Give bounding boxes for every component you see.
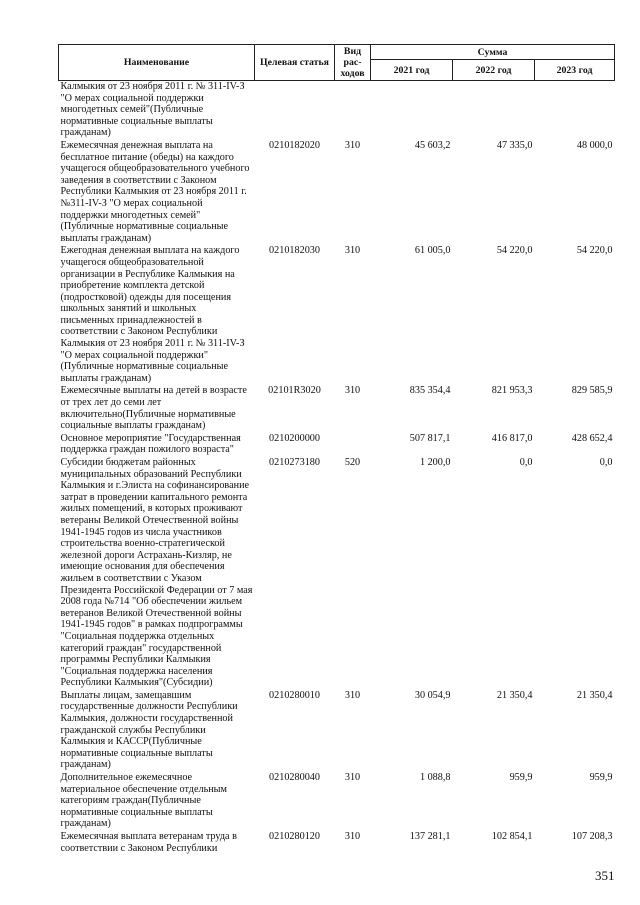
row-sum-2021: 1 088,8 (419, 772, 451, 784)
row-sum-2023: 428 652,4 (571, 432, 613, 444)
row-sum-2021: 61 005,0 (414, 245, 451, 257)
row-name: Ежегодная денежная выплата на каждого учащегося общеобразовательной организации в Республике Калмыкия на приобретение комплекта детской (подростковой) одежды для посещения школьных занятий и школьных письменных принадлежностей в соответствии с Законом Республики Калмыкия от 23 ноября 2011 г. № 311-IV-З "О мерах социальной поддержки"(Публичные нормативные социальные выплаты гражданам) (60, 245, 245, 384)
row-expense-kind: 520 (344, 457, 361, 468)
row-expense-kind: 310 (344, 689, 361, 701)
header-expense-kind: Вид рас-ходов (335, 45, 371, 81)
table-header-row (59, 45, 615, 60)
row-sum-2021: 835 354,4 (409, 385, 451, 397)
row-sum-2023 (535, 81, 615, 140)
row-expense-kind: 310 (344, 385, 361, 397)
row-target-article: 02101R3020 (268, 385, 321, 397)
row-sum-2022: 0,0 (519, 457, 533, 468)
row-sum-2022: 821 953,3 (491, 385, 533, 397)
table-row (59, 385, 615, 432)
row-target-article: 0210182030 (269, 245, 320, 257)
row-sum-2021: 45 603,2 (414, 139, 451, 151)
row-expense-kind (335, 81, 371, 140)
row-sum-2023: 959,9 (589, 772, 613, 784)
row-sum-2021: 30 054,9 (414, 689, 451, 701)
table-row (59, 831, 615, 855)
header-target-article: Целевая статья (255, 45, 335, 81)
header-year-2023: 2023 год (535, 60, 615, 81)
header-name: Наименование (59, 45, 255, 81)
row-name: Основное мероприятие "Государственная поддержка граждан пожилого возраста" (60, 432, 241, 456)
row-expense-kind (335, 433, 371, 457)
row-target-article: 0210182020 (269, 139, 320, 151)
table-row (59, 140, 615, 245)
row-expense-kind: 310 (344, 245, 361, 257)
row-sum-2021: 1 200,0 (419, 457, 451, 468)
row-name: Выплаты лицам, замещавшим государственные должности Республики Калмыкия, должности государственной гражданской службы Республики Калмыкия и КАССР(Публичные нормативные социальные выплаты гражданам) (60, 689, 238, 771)
row-target-article: 0210280040 (269, 772, 320, 784)
row-name: Субсидии бюджетам районных муниципальных образований Республики Калмыкия и г.Элиста на софинансирование затрат в проведении капитального ремонта жилых помещений, в которых проживают ветераны Великой Отечественной войны 1941-1945 годов из числа участников строительства военно-стратегической железной дороги Астрахань-Кизляр, не имеющие основания для обеспечения жильем в соответствии с Указом Президента Российской Федерации от 7 мая 2008 года №714 "Об обеспечении жильем ветеранов Великой Отечественной войны 1941-1945 годов" в рамках подпрограммы "Социальная поддержка отдельных категорий граждан" государственной программы Республики Калмыкия "Социальная поддержка населения Республики Калмыкия"(Субсидии) (60, 457, 253, 689)
row-name: Дополнительное ежемесячное материальное обеспечение отдельным категориям граждан(Публичные нормативные социальные выплаты гражданам) (60, 772, 227, 830)
row-sum-2022: 54 220,0 (496, 245, 533, 257)
header-year-2021: 2021 год (371, 60, 453, 81)
row-expense-kind: 310 (344, 772, 361, 784)
row-sum-2022: 416 817,0 (491, 432, 533, 444)
table-row (59, 245, 615, 385)
row-name: Ежемесячная денежная выплата на бесплатное питание (обеды) на каждого учащегося общеобразовательного учебного заведения в соответствии с Законом Республики Калмыкия от 23 ноября 2011 г. №311-IV-З "О мерах социальной поддержки многодетных семей"(Публичные нормативные социальные выплаты гражданам) (60, 139, 250, 244)
header-sum: Сумма (371, 45, 615, 60)
page-number: 351 (595, 868, 615, 883)
row-sum-2022: 47 335,0 (496, 139, 533, 151)
table-row (59, 690, 615, 772)
row-sum-2022: 102 854,1 (491, 831, 533, 842)
table-row (59, 81, 615, 140)
row-name: Калмыкия от 23 ноября 2011 г. № 311-IV-З "О мерах социальной поддержки многодетных семей"(Публичные нормативные социальные выплаты гражданам) (60, 81, 245, 139)
row-target-article: 0210280010 (269, 689, 320, 701)
row-sum-2023: 829 585,9 (571, 385, 613, 397)
row-target-article: 0210280120 (269, 831, 320, 842)
row-target-article: 0210273180 (269, 457, 320, 468)
row-sum-2023: 48 000,0 (576, 139, 613, 151)
row-target-article: 0210200000 (269, 432, 320, 444)
row-target-article (255, 81, 335, 140)
table-row (59, 433, 615, 457)
row-sum-2021 (371, 81, 453, 140)
row-sum-2022: 959,9 (509, 772, 533, 784)
header-year-2022: 2022 год (453, 60, 535, 81)
table-row (59, 457, 615, 690)
row-sum-2023: 107 208,3 (571, 831, 613, 842)
row-name: Ежемесячные выплаты на детей в возрасте от трех лет до семи лет включительно(Публичные нормативные социальные выплаты гражданам) (60, 385, 247, 432)
row-sum-2021: 507 817,1 (409, 432, 451, 444)
row-sum-2022 (453, 81, 535, 140)
row-sum-2022: 21 350,4 (496, 689, 533, 701)
table-row (59, 772, 615, 831)
row-sum-2023: 54 220,0 (576, 245, 613, 257)
row-name: Ежемесячная выплата ветеранам труда в соответствии с Законом Республики (60, 831, 237, 854)
budget-table (58, 44, 615, 855)
row-expense-kind: 310 (344, 831, 361, 842)
row-sum-2021: 137 281,1 (409, 831, 451, 842)
row-expense-kind: 310 (344, 139, 361, 151)
row-sum-2023: 21 350,4 (576, 689, 613, 701)
row-sum-2023: 0,0 (599, 457, 613, 468)
